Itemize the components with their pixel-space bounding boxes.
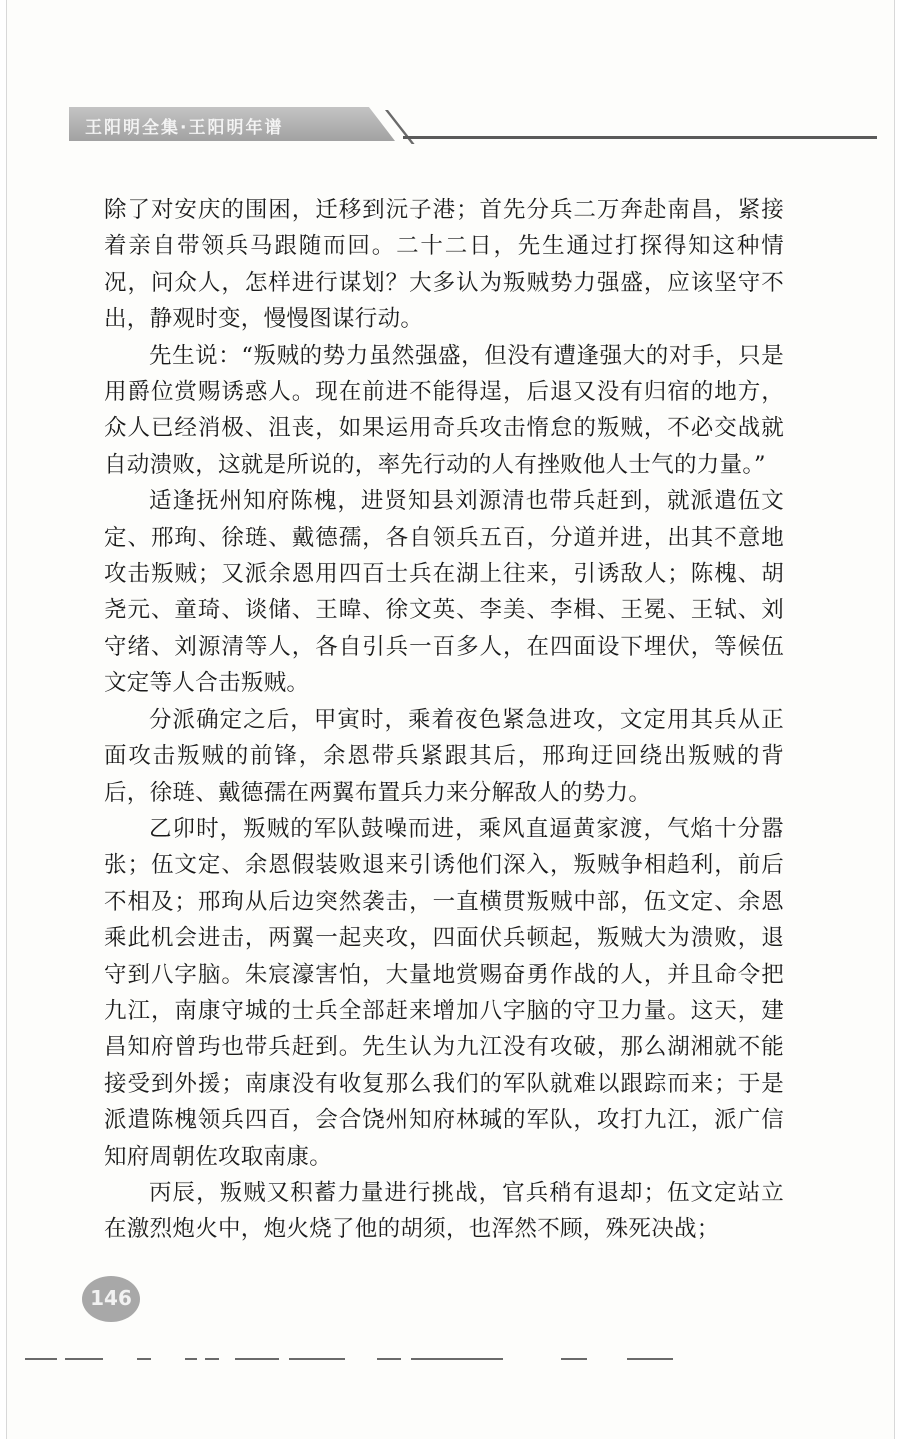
footer-dash: [235, 1358, 279, 1360]
footer-dash: [377, 1358, 401, 1360]
paragraph-6: 丙辰，叛贼又积蓄力量进行挑战，官兵稍有退却；伍文定站立在激烈炮火中，炮火烧了他的胡须，也浑然不顾，殊死决战；: [104, 1179, 784, 1243]
body-text: [104, 192, 784, 1248]
footer-dash: [561, 1358, 587, 1360]
footer-dash: [185, 1358, 197, 1360]
paragraph-5: 乙卯时，叛贼的军队鼓噪而进，乘风直逼黄家渡，气焰十分嚣张；伍文定、余恩假装败退来引诱他们深入，叛贼争相趋利，前后不相及；邢珣从后边突然袭击，一直横贯叛贼中部，伍文定、余恩乘此机会进击，两翼一起夹攻，四面伏兵顿起，叛贼大为溃败，退守到八字脑。朱宸濠害怕，大量地赏赐奋勇作战的人，并且命令把九江，南康守城的士兵全部赶来增加八字脑的守卫力量。这天，建昌知府曾玙也带兵赶到。先生认为九江没有攻破，那么湖湘就不能接受到外援；南康没有收复那么我们的军队就难以跟踪而来；于是派遣陈槐领兵四百，会合饶州知府林瑊的军队，攻打九江，派广信知府周朝佐攻取南康。: [104, 815, 784, 1170]
footer-dash: [25, 1358, 57, 1360]
paragraph-3: 适逢抚州知府陈槐，进贤知县刘源清也带兵赶到，就派遣伍文定、邢珣、徐琏、戴德孺，各自领兵五百，分道并进，出其不意地攻击叛贼；又派余恩用四百士兵在湖上往来，引诱敌人；陈槐、胡尧元、童琦、谈储、王暐、徐文英、李美、李楫、王冕、王轼、刘守绪、刘源清等人，各自引兵一百多人，在四面设下埋伏，等候伍文定等人合击叛贼。: [104, 488, 784, 697]
book-page: [6, 0, 895, 1439]
paragraph-2: 先生说：“叛贼的势力虽然强盛，但没有遭逢强大的对手，只是用爵位赏赐诱惑人。现在前进不能得逞，后退又没有归宿的地方，众人已经消极、沮丧，如果运用奇兵攻击惰怠的叛贼，不必交战就自动溃败，这就是所说的，率先行动的人有挫败他人士气的力量。”: [104, 342, 784, 478]
paragraph-4: 分派确定之后，甲寅时，乘着夜色紧急进攻，文定用其兵从正面攻击叛贼的前锋，余恩带兵紧跟其后，邢珣迂回绕出叛贼的背后，徐琏、戴德孺在两翼布置兵力来分解敌人的势力。: [104, 706, 784, 806]
paragraph-1: 除了对安庆的围困，迁移到沅子港；首先分兵二万奔赴南昌，紧接着亲自带领兵马跟随而回。二十二日，先生通过打探得知这种情况，问众人，怎样进行谋划？大多认为叛贼势力强盛，应该坚守不出，静观时变，慢慢图谋行动。: [104, 197, 784, 333]
footer-dash: [627, 1358, 673, 1360]
footer-dash: [65, 1358, 103, 1360]
running-header-title: 王阳明全集·王阳明年谱: [85, 118, 284, 138]
footer-dash: [205, 1358, 219, 1360]
footer-dash: [411, 1358, 503, 1360]
header-rule: [403, 136, 877, 139]
footer-dash: [289, 1358, 345, 1360]
page-number: 146: [90, 1286, 132, 1310]
footer-dash: [137, 1358, 151, 1360]
